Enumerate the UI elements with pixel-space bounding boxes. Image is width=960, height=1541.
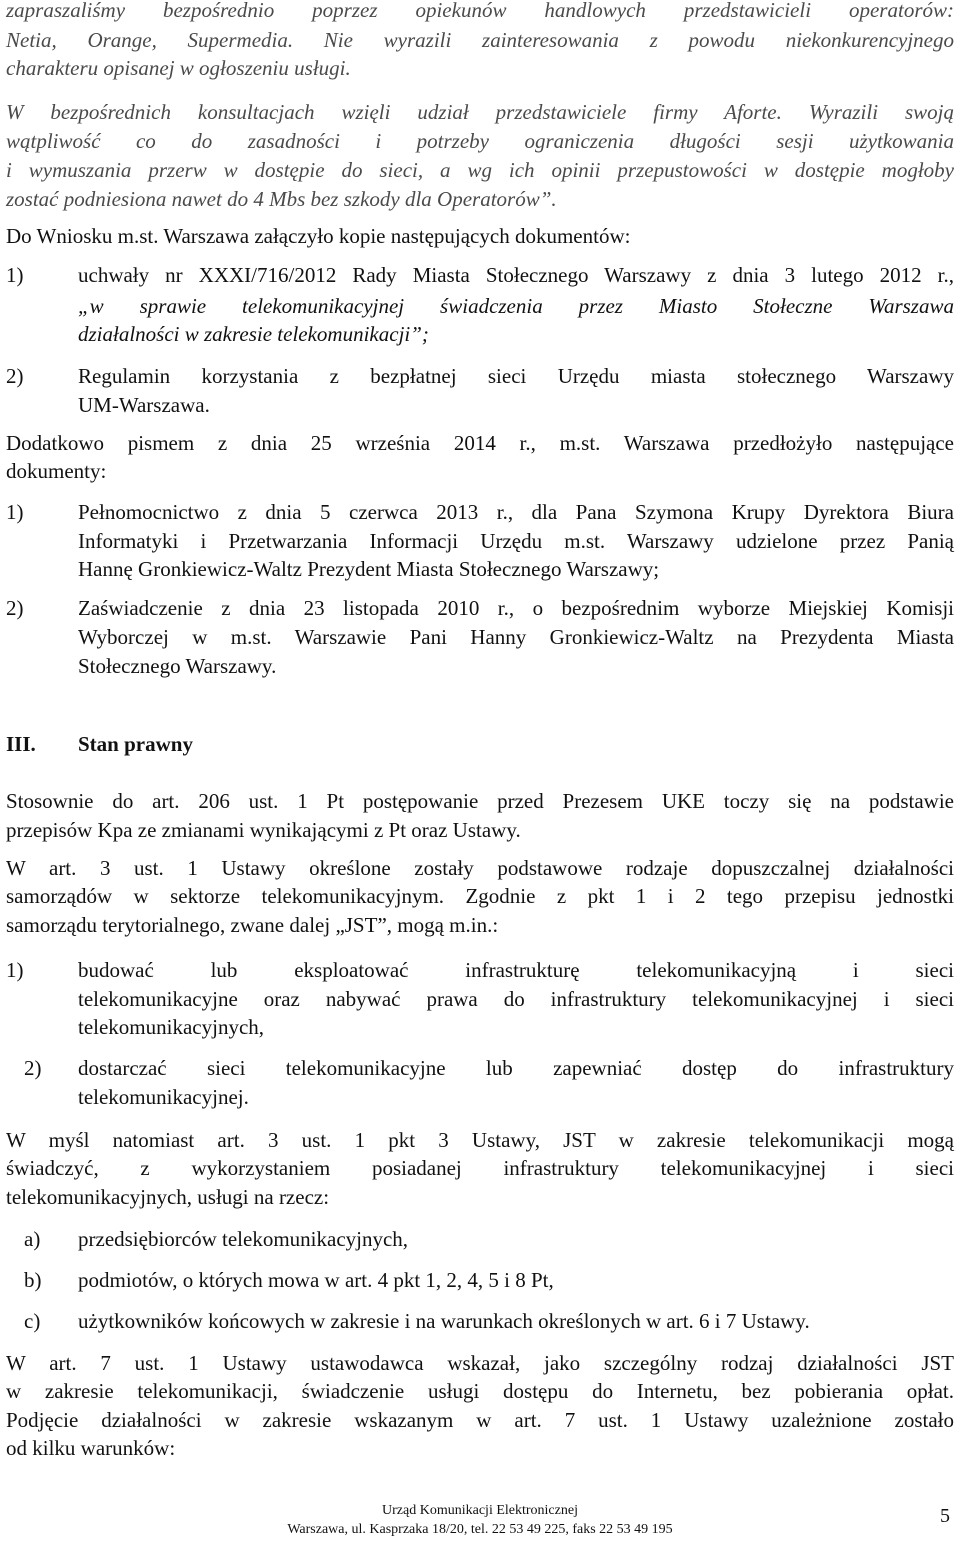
attachments-intro: Do Wniosku m.st. Warszawa załączyło kopie następujących dokumentów: [6, 224, 631, 248]
text-line: samorządu terytorialnego, zwane dalej „JST”, mogą m.in.: [6, 913, 499, 937]
list-number: 2) [6, 596, 24, 620]
text-line: Dodatkowo pismem z dnia 25 września 2014 r., m.st. Warszawa przedłożyło następujące [6, 431, 954, 455]
page-number: 5 [940, 1505, 950, 1527]
list-letter: a) [24, 1227, 41, 1251]
text-line: telekomunikacyjnych, [78, 1015, 265, 1039]
text-line: wątpliwość co do zasadności i potrzeby ograniczenia długości sesji użytkowania [6, 129, 954, 153]
list-number: 2) [24, 1056, 42, 1080]
text-line: Regulamin korzystania z bezpłatnej sieci Urzędu miasta stołecznego Warszawy [78, 364, 954, 388]
text-line: od kilku warunków: [6, 1436, 176, 1460]
text-line: przepisów Kpa ze zmianami wynikającymi z Pt oraz Ustawy. [6, 818, 521, 842]
list-number: 2) [6, 364, 24, 388]
section-title: Stan prawny [78, 732, 193, 756]
text-line: zostać podniesiona nawet do 4 Mbs bez szkody dla Operatorów”. [6, 187, 557, 211]
list-number: 1) [6, 500, 24, 524]
text-line: działalności w zakresie telekomunikacji”; [78, 322, 429, 346]
text-line: UM-Warszawa. [78, 393, 210, 417]
text-line: telekomunikacyjnej. [78, 1085, 249, 1109]
text-line: i wymuszania przerw w dostępie do sieci, a wg ich opinii przepustowości w dostępie mogłoby [6, 158, 954, 182]
list-item: użytkowników końcowych w zakresie i na warunkach określonych w art. 6 i 7 Ustawy. [78, 1309, 810, 1333]
text-line: charakteru opisanej w ogłoszeniu usługi. [6, 56, 351, 80]
footer-organization: Urząd Komunikacji Elektronicznej [382, 1503, 578, 1518]
text-line: świadczyć, z wykorzystaniem posiadanej infrastruktury telekomunikacyjnej i sieci [6, 1156, 954, 1180]
text-line: samorządów w sektorze telekomunikacyjnym. Zgodnie z pkt 1 i 2 tego przepisu jednostki [6, 884, 954, 908]
text-line: Stołecznego Warszawy. [78, 654, 277, 678]
text-line: dokumenty: [6, 459, 107, 483]
text-line: W art. 3 ust. 1 Ustawy określone zostały podstawowe rodzaje dopuszczalnej działalności [6, 856, 954, 880]
text-line: uchwały nr XXXI/716/2012 Rady Miasta Stołecznego Warszawy z dnia 3 lutego 2012 r., [78, 263, 954, 287]
text-line: zapraszaliśmy bezpośrednio poprzez opiekunów handlowych przedstawicieli operatorów: [6, 0, 954, 22]
text-line: telekomunikacyjne oraz nabywać prawa do infrastruktury telekomunikacyjnej i sieci [78, 987, 954, 1011]
text-line: telekomunikacyjnych, usługi na rzecz: [6, 1185, 330, 1209]
list-letter: c) [24, 1309, 41, 1333]
text-line: Zaświadczenie z dnia 23 listopada 2010 r., o bezpośrednim wyborze Miejskiej Komisji [78, 596, 954, 620]
text-line: Podjęcie działalności w zakresie wskazanym w art. 7 ust. 1 Ustawy uzależnione zostało [6, 1408, 954, 1432]
text-line: W myśl natomiast art. 3 ust. 1 pkt 3 Ustawy, JST w zakresie telekomunikacji mogą [6, 1128, 954, 1152]
list-item: podmiotów, o których mowa w art. 4 pkt 1, 2, 4, 5 i 8 Pt, [78, 1268, 554, 1292]
section-number: III. [6, 732, 36, 756]
text-line: Informatyki i Przetwarzania Informacji Urzędu m.st. Warszawy udzielone przez Panią [78, 529, 954, 553]
list-letter: b) [24, 1268, 42, 1292]
text-line: „w sprawie telekomunikacyjnej świadczenia przez Miasto Stołeczne Warszawa [78, 294, 954, 318]
text-line: budować lub eksploatować infrastrukturę telekomunikacyjną i sieci [78, 958, 954, 982]
footer-address: Warszawa, ul. Kasprzaka 18/20, tel. 22 53 49 225, faks 22 53 49 195 [287, 1522, 673, 1537]
text-line: Pełnomocnictwo z dnia 5 czerwca 2013 r., dla Pana Szymona Krupy Dyrektora Biura [78, 500, 954, 524]
list-number: 1) [6, 263, 24, 287]
text-line: Hannę Gronkiewicz-Waltz Prezydent Miasta Stołecznego Warszawy; [78, 557, 660, 581]
list-number: 1) [6, 958, 24, 982]
text-line: dostarczać sieci telekomunikacyjne lub zapewniać dostęp do infrastruktury [78, 1056, 954, 1080]
text-line: w zakresie telekomunikacji, świadczenie usługi dostępu do Internetu, bez pobierania opłat. [6, 1379, 954, 1403]
list-item: przedsiębiorców telekomunikacyjnych, [78, 1227, 409, 1251]
text-line: W bezpośrednich konsultacjach wzięli udział przedstawiciele firmy Aforte. Wyrazili swoją [6, 100, 954, 124]
text-line: Netia, Orange, Supermedia. Nie wyrazili zainteresowania z powodu niekonkurencyjnego [6, 28, 954, 52]
text-line: W art. 7 ust. 1 Ustawy ustawodawca wskazał, jako szczególny rodzaj działalności JST [6, 1351, 954, 1375]
text-line: Stosownie do art. 206 ust. 1 Pt postępowanie przed Prezesem UKE toczy się na podstawie [6, 789, 954, 813]
text-line: Wyborczej w m.st. Warszawie Pani Hanny Gronkiewicz-Waltz na Prezydenta Miasta [78, 625, 954, 649]
